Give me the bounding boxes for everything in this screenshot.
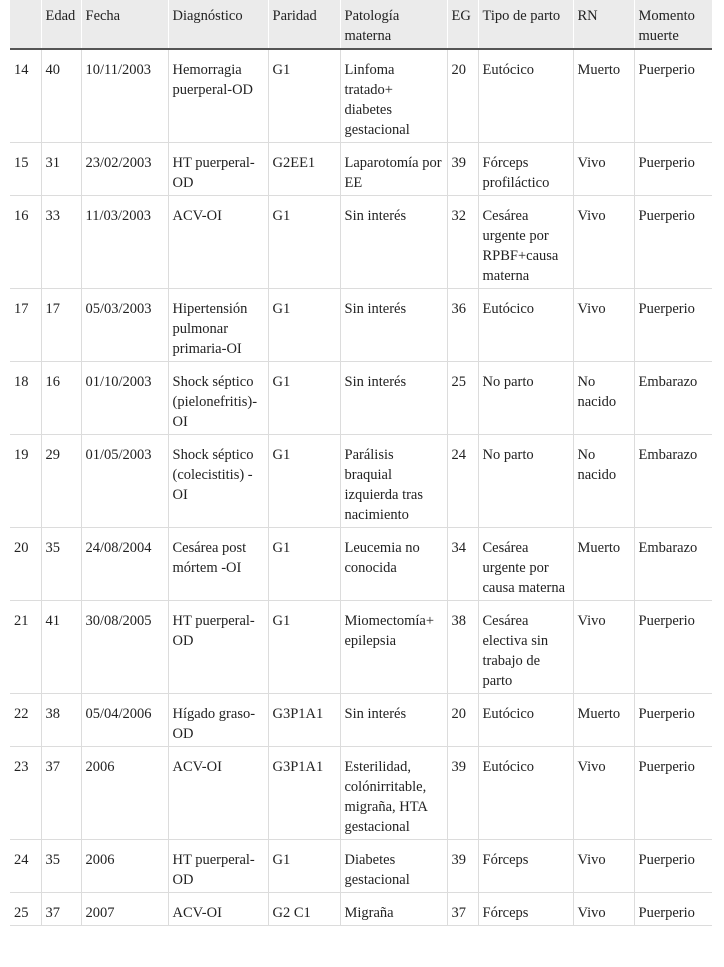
cell-diagnostico: Cesárea post mórtem -OI (168, 528, 268, 601)
cell-patologia: Sin interés (340, 196, 447, 289)
cell-edad: 35 (41, 840, 81, 893)
cell-patologia: Laparotomía por EE (340, 143, 447, 196)
cell-diagnostico: HT puerperal-OD (168, 143, 268, 196)
cell-tipo-parto: Eutócico (478, 289, 573, 362)
column-header-tipo-parto: Tipo de parto (478, 0, 573, 49)
cell-tipo-parto: Eutócico (478, 49, 573, 143)
cell-diagnostico: Hígado graso-OD (168, 694, 268, 747)
table-row (10, 840, 712, 893)
cell-rn: Vivo (573, 143, 634, 196)
cell-paridad: G1 (268, 528, 340, 601)
cell-rn: Vivo (573, 747, 634, 840)
table-row (10, 435, 712, 528)
cell-rn: Muerto (573, 49, 634, 143)
cell-momento-muerte: Puerperio (634, 840, 712, 893)
cell-eg: 34 (447, 528, 478, 601)
cell-patologia: Esterilidad, colónirritable, migraña, HTA gestacional (340, 747, 447, 840)
cell-rn: Muerto (573, 528, 634, 601)
cell-tipo-parto: No parto (478, 362, 573, 435)
column-header-patologia: Patología materna (340, 0, 447, 49)
cell-diagnostico: ACV-OI (168, 747, 268, 840)
cell-rn: No nacido (573, 362, 634, 435)
cell-rn: Vivo (573, 840, 634, 893)
table-row (10, 528, 712, 601)
table-row (10, 694, 712, 747)
cell-tipo-parto: Eutócico (478, 694, 573, 747)
cell-eg: 39 (447, 840, 478, 893)
column-header-fecha: Fecha (81, 0, 168, 49)
cell-momento-muerte: Embarazo (634, 528, 712, 601)
column-header-rn: RN (573, 0, 634, 49)
cell-fecha: 10/11/2003 (81, 49, 168, 143)
cell-momento-muerte: Puerperio (634, 49, 712, 143)
cell-number: 24 (10, 840, 41, 893)
cell-tipo-parto: Cesárea urgente por RPBF+causa materna (478, 196, 573, 289)
cell-edad: 35 (41, 528, 81, 601)
table-body (10, 49, 712, 926)
header-row (10, 0, 712, 49)
table-row (10, 143, 712, 196)
cell-tipo-parto: Cesárea urgente por causa materna (478, 528, 573, 601)
cell-paridad: G1 (268, 435, 340, 528)
cell-number: 22 (10, 694, 41, 747)
cell-edad: 41 (41, 601, 81, 694)
table-row (10, 196, 712, 289)
table-row (10, 49, 712, 143)
column-header-edad: Edad (41, 0, 81, 49)
column-header-diagnostico: Diagnóstico (168, 0, 268, 49)
cell-paridad: G1 (268, 840, 340, 893)
table-row (10, 362, 712, 435)
cell-diagnostico: HT puerperal-OD (168, 601, 268, 694)
cell-paridad: G1 (268, 289, 340, 362)
cell-eg: 20 (447, 694, 478, 747)
cell-patologia: Sin interés (340, 289, 447, 362)
cell-tipo-parto: Eutócico (478, 747, 573, 840)
cell-patologia: Linfoma tratado+ diabetes gestacional (340, 49, 447, 143)
cell-edad: 17 (41, 289, 81, 362)
cell-edad: 37 (41, 893, 81, 926)
cell-fecha: 30/08/2005 (81, 601, 168, 694)
cell-rn: Muerto (573, 694, 634, 747)
cell-diagnostico: Shock séptico (colecistitis) -OI (168, 435, 268, 528)
cell-number: 23 (10, 747, 41, 840)
cell-edad: 16 (41, 362, 81, 435)
cell-eg: 32 (447, 196, 478, 289)
cell-patologia: Sin interés (340, 362, 447, 435)
cell-diagnostico: Shock séptico (pielonefritis)-OI (168, 362, 268, 435)
cell-number: 17 (10, 289, 41, 362)
cell-eg: 38 (447, 601, 478, 694)
table-row (10, 289, 712, 362)
cell-rn: Vivo (573, 196, 634, 289)
cell-eg: 20 (447, 49, 478, 143)
cell-momento-muerte: Puerperio (634, 289, 712, 362)
cell-edad: 37 (41, 747, 81, 840)
cell-edad: 40 (41, 49, 81, 143)
cell-fecha: 01/05/2003 (81, 435, 168, 528)
column-header-paridad: Paridad (268, 0, 340, 49)
cell-tipo-parto: Fórceps (478, 840, 573, 893)
cell-fecha: 01/10/2003 (81, 362, 168, 435)
cell-edad: 33 (41, 196, 81, 289)
cell-number: 14 (10, 49, 41, 143)
cell-paridad: G2EE1 (268, 143, 340, 196)
cell-fecha: 11/03/2003 (81, 196, 168, 289)
cell-diagnostico: Hemorragia puerperal-OD (168, 49, 268, 143)
cell-paridad: G1 (268, 601, 340, 694)
cell-tipo-parto: Cesárea electiva sin trabajo de parto (478, 601, 573, 694)
cell-rn: Vivo (573, 289, 634, 362)
table-row (10, 601, 712, 694)
cell-number: 19 (10, 435, 41, 528)
column-header-eg: EG (447, 0, 478, 49)
cell-paridad: G1 (268, 362, 340, 435)
cell-rn: Vivo (573, 893, 634, 926)
cell-patologia: Diabetes gestacional (340, 840, 447, 893)
column-header-number (10, 0, 41, 49)
column-header-momento-muerte: Momento muerte (634, 0, 712, 49)
cell-tipo-parto: Fórceps (478, 893, 573, 926)
cell-patologia: Miomectomía+ epilepsia (340, 601, 447, 694)
table-container (10, 0, 712, 926)
cell-tipo-parto: Fórceps profiláctico (478, 143, 573, 196)
cell-fecha: 05/03/2003 (81, 289, 168, 362)
table-row (10, 893, 712, 926)
cell-paridad: G1 (268, 49, 340, 143)
cell-diagnostico: HT puerperal-OD (168, 840, 268, 893)
cell-edad: 38 (41, 694, 81, 747)
cell-eg: 37 (447, 893, 478, 926)
cell-patologia: Parálisis braquial izquierda tras nacimiento (340, 435, 447, 528)
cell-diagnostico: Hipertensión pulmonar primaria-OI (168, 289, 268, 362)
cell-number: 15 (10, 143, 41, 196)
cell-edad: 31 (41, 143, 81, 196)
cell-number: 21 (10, 601, 41, 694)
cell-fecha: 2006 (81, 747, 168, 840)
cell-fecha: 2007 (81, 893, 168, 926)
cell-momento-muerte: Embarazo (634, 362, 712, 435)
cell-rn: Vivo (573, 601, 634, 694)
cell-momento-muerte: Puerperio (634, 694, 712, 747)
cell-fecha: 24/08/2004 (81, 528, 168, 601)
cell-diagnostico: ACV-OI (168, 893, 268, 926)
cell-momento-muerte: Puerperio (634, 601, 712, 694)
cell-patologia: Migraña (340, 893, 447, 926)
cell-fecha: 05/04/2006 (81, 694, 168, 747)
cell-number: 20 (10, 528, 41, 601)
cell-paridad: G3P1A1 (268, 694, 340, 747)
cell-tipo-parto: No parto (478, 435, 573, 528)
cell-number: 18 (10, 362, 41, 435)
cell-eg: 24 (447, 435, 478, 528)
cell-eg: 39 (447, 143, 478, 196)
cell-eg: 39 (447, 747, 478, 840)
cell-patologia: Sin interés (340, 694, 447, 747)
cell-momento-muerte: Puerperio (634, 143, 712, 196)
cell-paridad: G2 C1 (268, 893, 340, 926)
cell-paridad: G3P1A1 (268, 747, 340, 840)
cell-momento-muerte: Puerperio (634, 196, 712, 289)
cell-number: 25 (10, 893, 41, 926)
cell-edad: 29 (41, 435, 81, 528)
cell-patologia: Leucemia no conocida (340, 528, 447, 601)
maternal-deaths-table (10, 0, 712, 926)
table-row (10, 747, 712, 840)
cell-fecha: 2006 (81, 840, 168, 893)
cell-number: 16 (10, 196, 41, 289)
cell-eg: 25 (447, 362, 478, 435)
cell-rn: No nacido (573, 435, 634, 528)
cell-momento-muerte: Embarazo (634, 435, 712, 528)
cell-momento-muerte: Puerperio (634, 893, 712, 926)
cell-paridad: G1 (268, 196, 340, 289)
cell-diagnostico: ACV-OI (168, 196, 268, 289)
cell-momento-muerte: Puerperio (634, 747, 712, 840)
cell-fecha: 23/02/2003 (81, 143, 168, 196)
cell-eg: 36 (447, 289, 478, 362)
